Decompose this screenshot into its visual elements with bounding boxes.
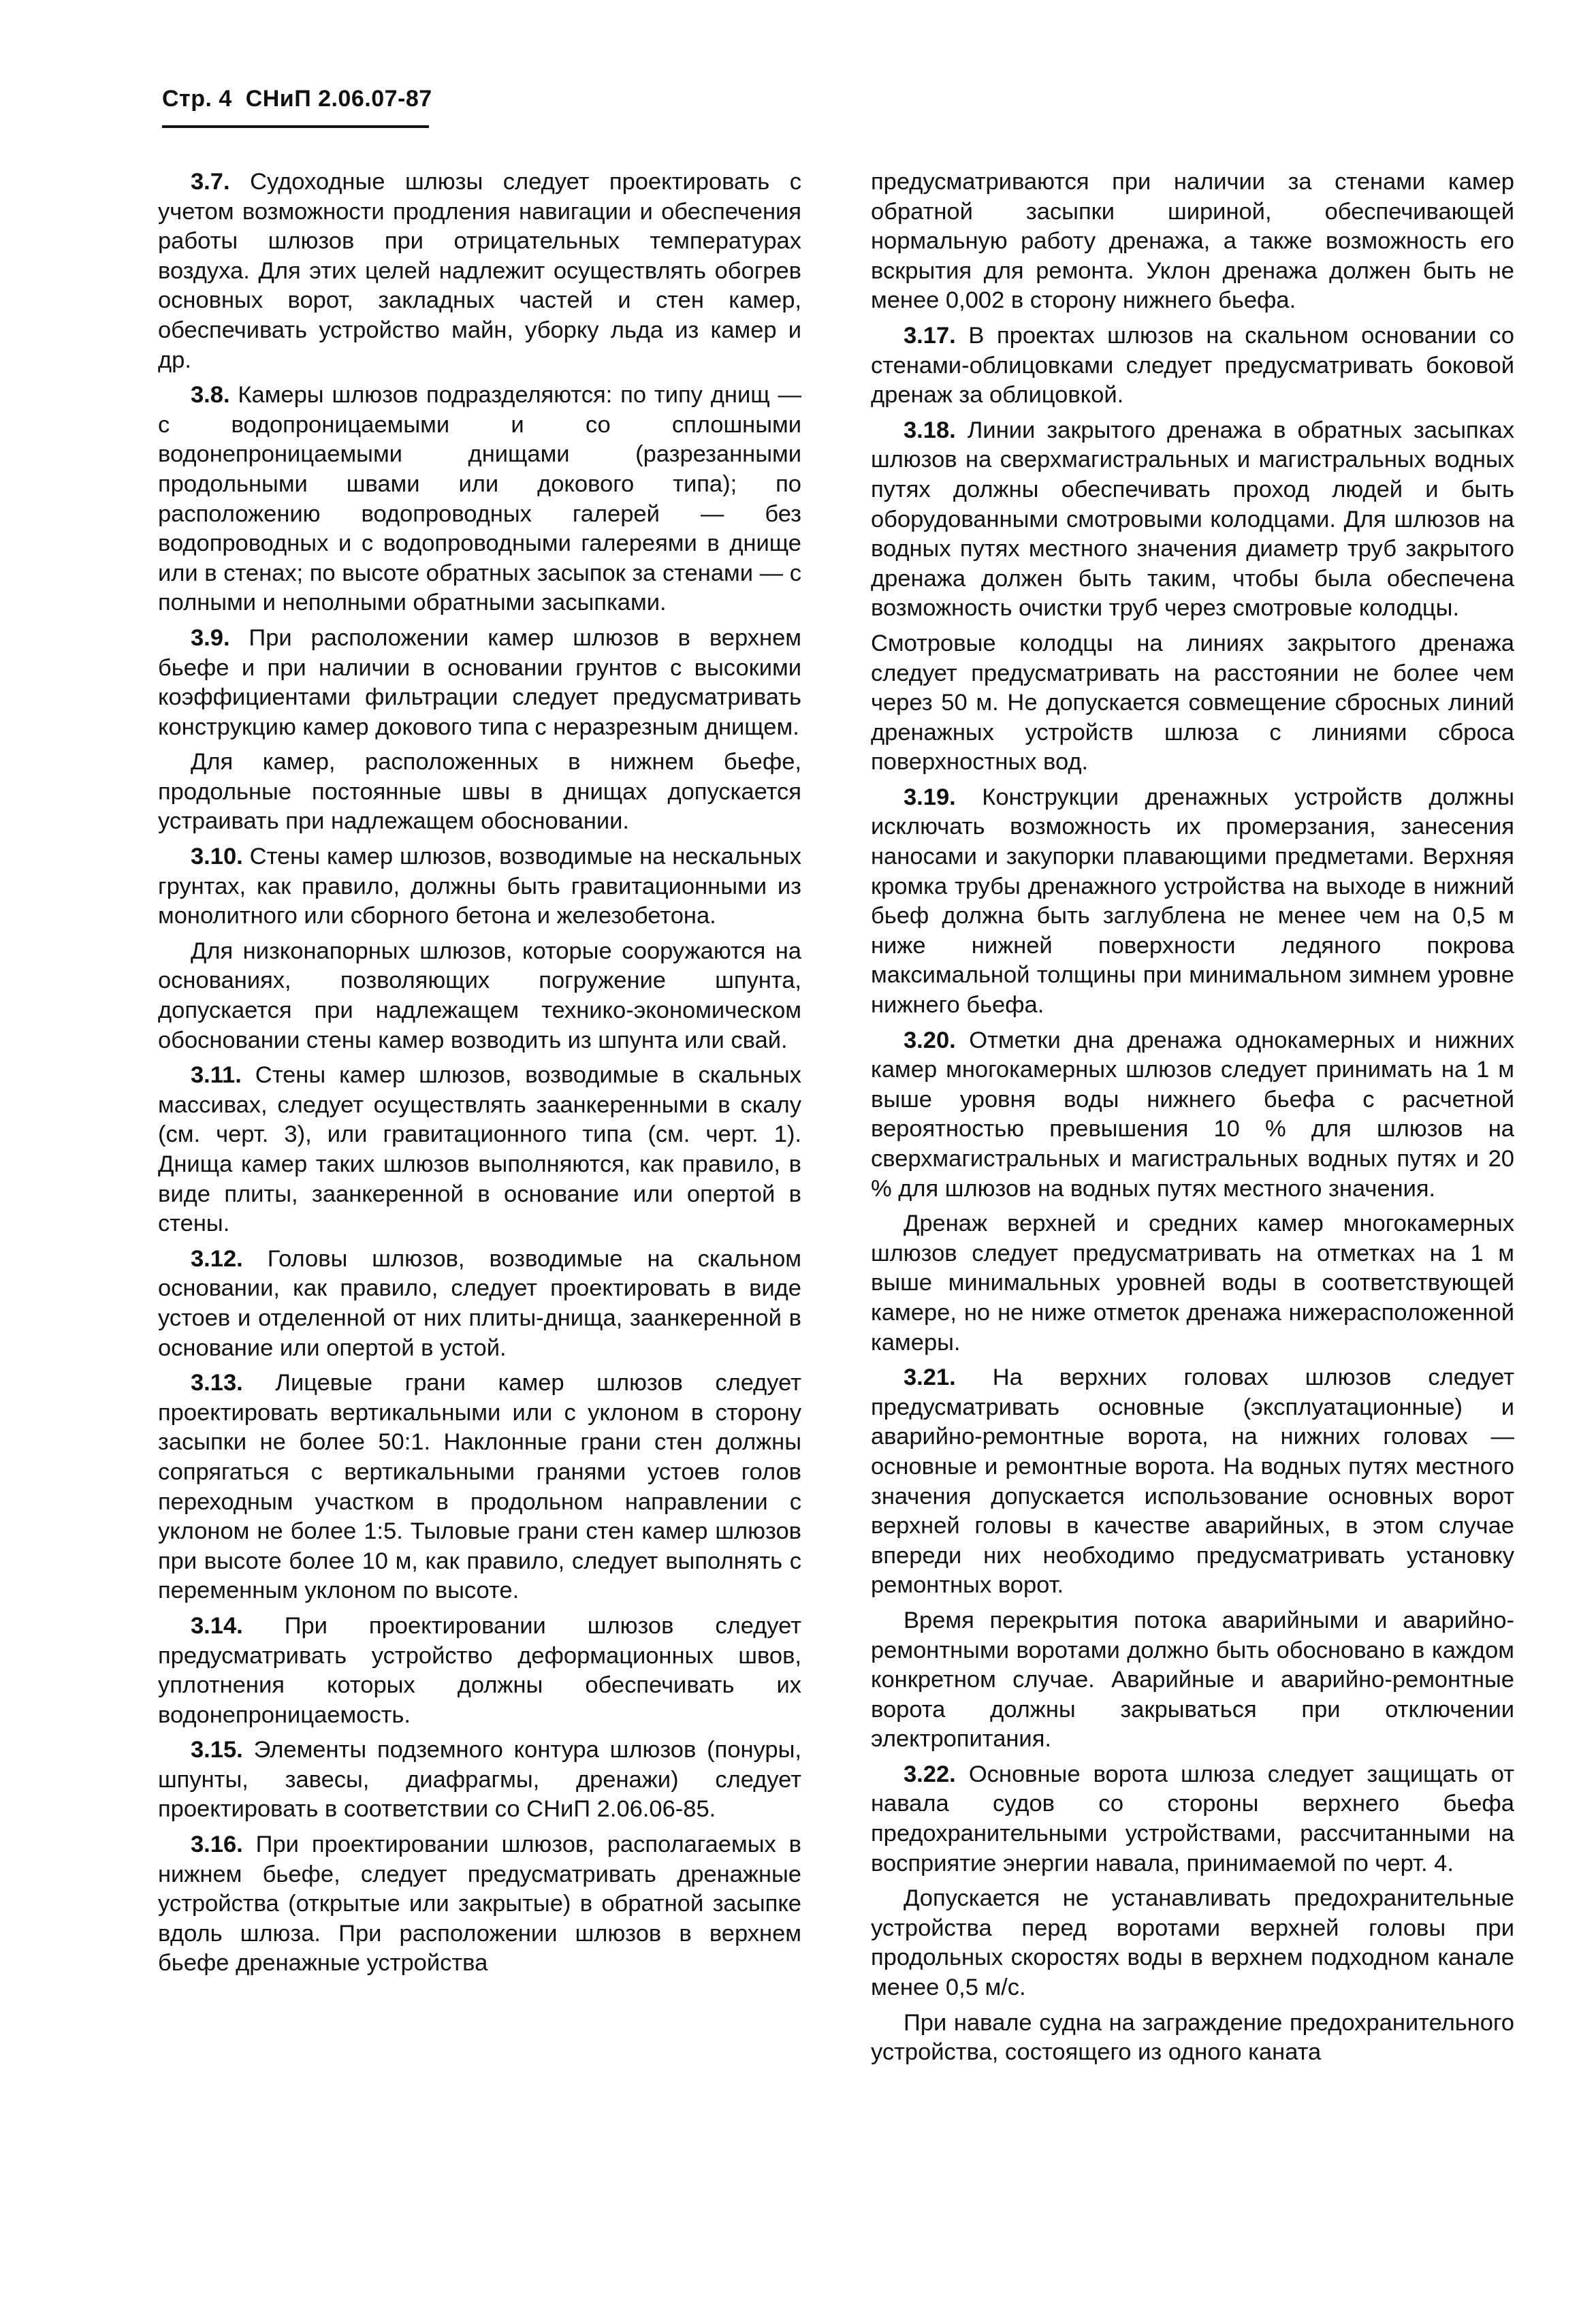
clause-number: 3.11. [191,1062,242,1089]
paragraph [158,1245,801,1363]
clause-number: 3.15. [191,1737,243,1763]
document-code: СНиП 2.06.07-87 [245,86,432,112]
clause-number: 3.10. [191,844,243,870]
paragraph-text: Судоходные шлюзы следует проектировать с учетом возможности продления навигации и обеспечения работы шлюзов при отрицательных температурах воздуха. Для этих целей надлежит осуществлять обогрев основных ворот, закладных частей и стен камер, обеспечивать устройство майн, уборку льда из камер и др. [158,169,801,373]
paragraph [158,381,801,618]
page-header [162,86,1456,136]
paragraph-text: В проектах шлюзов на скальном основании со стенами-облицовками следует предусматривать боковой дренаж за облицовкой. [871,322,1514,409]
header-underline [162,125,429,128]
paragraph [158,748,801,837]
clause-number: 3.13. [191,1370,243,1396]
clause-number: 3.12. [191,1245,243,1272]
paragraph-text: Смотровые колодцы на линиях закрытого дренажа следует предусматривать на расстоянии не более чем через 50 м. Не допускается совмещение сбросных линий дренажных устройств шлюза с линиями сброса поверхностных вод. [871,630,1514,775]
paragraph [158,1369,801,1606]
paragraph-text: Камеры шлюзов подразделяются: по типу днищ — с водопроницаемыми и со сплошными водонепроницаемыми днищами (разрезанными продольными швами или докового типа); по расположению водопроводных галерей — без водопроводных и с водопроводными галереями в днище или в стенах; по высоте обратных засыпок за стенами — с полными и неполными обратными засыпками. [158,382,801,616]
paragraph [871,1209,1514,1358]
paragraph [871,1606,1514,1755]
paragraph [158,1736,801,1825]
paragraph-text: При навале судна на заграждение предохранительного устройства, состоящего из одного каната [871,2009,1514,2066]
paragraph [871,1026,1514,1204]
clause-number: 3.9. [191,624,230,651]
paragraph-text: При проектировании шлюзов следует предусматривать устройство деформационных швов, уплотнения которых должны обеспечивать их водонепроницаемость. [158,1612,801,1728]
paragraph [158,937,801,1055]
paragraph-text: Для низконапорных шлюзов, которые сооружаются на основаниях, позволяющих погружение шпунта, допускается при надлежащем технико-экономическом обосновании стены камер возводить из шпунта или свай. [158,938,801,1053]
right-text-column [871,167,1514,2068]
paragraph-text: Допускается не устанавливать предохранительные устройства перед воротами верхней головы при продольных скоростях воды в верхнем подходном канале менее 0,5 м/с. [871,1885,1514,2001]
paragraph-text: Элементы подземного контура шлюзов (понуры, шпунты, завесы, диафрагмы, дренажи) следует проектировать в соответствии со СНиП 2.06.06-85. [158,1737,801,1823]
paragraph-text: предусматриваются при наличии за стенами камер обратной засыпки шириной, обеспечивающей нормальную работу дренажа, а также возможность его вскрытия для ремонта. Уклон дренажа должен быть не менее 0,002 в сторону нижнего бьефа. [871,169,1514,314]
paragraph [158,624,801,742]
paragraph [158,1061,801,1239]
paragraph-text: Отметки дна дренажа однокамерных и нижних камер многокамерных шлюзов следует принимать на 1 м выше уровня воды нижнего бьефа с расчетной вероятностью превышения 10 % для шлюзов на сверхмагистральных и магистральных водных путях и 20 % для шлюзов на водных путях местного значения. [871,1027,1514,1202]
paragraph [871,1884,1514,2002]
paragraph-text: Стены камер шлюзов, возводимые на нескальных грунтах, как правило, должны быть гравитационными из монолитного или сборного бетона и железобетона. [158,844,801,929]
paragraph [158,842,801,931]
paragraph [871,2009,1514,2068]
clause-number: 3.8. [191,382,230,409]
paragraph [871,321,1514,411]
paragraph-text: Время перекрытия потока аварийными и аварийно-ремонтными воротами должно быть обосновано в каждом конкретном случае. Аварийные и аварийно-ремонтные ворота должны закрываться при отключении электропитания. [871,1607,1514,1753]
paragraph [871,416,1514,624]
clause-number: 3.16. [191,1832,243,1858]
paragraph [871,167,1514,316]
paragraph [871,1363,1514,1601]
left-text-column [158,167,801,1979]
clause-number: 3.21. [904,1364,956,1391]
paragraph [158,1612,801,1730]
clause-number: 3.14. [191,1612,243,1639]
clause-number: 3.19. [904,784,956,810]
paragraph-text: Дренаж верхней и средних камер многокамерных шлюзов следует предусматривать на отметках на 1 м выше минимальных уровней воды в соответствующей камере, но не ниже отметок дренажа нижерасположенной камеры. [871,1211,1514,1356]
clause-number: 3.17. [904,322,956,349]
clause-number: 3.18. [904,417,956,443]
paragraph-text: Основные ворота шлюза следует защищать от навала судов со стороны верхнего бьефа предохранительными устройствами, рассчитанными на восприятие энергии навала, принимаемой по черт. 4. [871,1761,1514,1876]
paragraph [158,167,801,375]
paragraph-text: При проектировании шлюзов, располагаемых в нижнем бьефе, следует предусматривать дренажные устройства (открытые или закрытые) в обратной засыпке вдоль шлюза. При расположении шлюзов в верхнем бьефе дренажные устройства [158,1832,801,1977]
clause-number: 3.20. [904,1027,956,1053]
paragraph-text: При расположении камер шлюзов в верхнем бьефе и при наличии в основании грунтов с высокими коэффициентами фильтрации следует предусматривать конструкцию камер докового типа с неразрезным днищем. [158,624,801,740]
paragraph [871,1760,1514,1878]
paragraph [871,629,1514,778]
clause-number: 3.7. [191,169,230,195]
paragraph-text: Линии закрытого дренажа в обратных засыпках шлюзов на сверхмагистральных и магистральных водных путях должны обеспечивать проход людей и быть оборудованными смотровыми колодцами. Для шлюзов на водных путях местного значения диаметр труб закрытого дренажа должен быть таким, чтобы была обеспечена возможность очистки труб через смотровые колодцы. [871,417,1514,622]
paragraph [871,783,1514,1021]
paragraph-text: Стены камер шлюзов, возводимые в скальных массивах, следует осуществлять заанкеренными в скалу (см. черт. 3), или гравитационного типа (см. черт. 1). Днища камер таких шлюзов выполняются, как правило, в виде плиты, заанкеренной в основание или опертой в стены. [158,1062,801,1237]
paragraph-text: На верхних головах шлюзов следует предусматривать основные (эксплуатационные) и аварийно-ремонтные ворота, на нижних головах — основные и ремонтные ворота. На водных путях местного значения допускается использование основных ворот верхней головы в качестве аварийных, в этом случае впереди них необходимо предусматривать установку ремонтных ворот. [871,1364,1514,1599]
paragraph-text: Лицевые грани камер шлюзов следует проектировать вертикальными или с уклоном в сторону засыпки не более 50:1. Наклонные грани стен должны сопрягаться с вертикальными гранями устоев голов переходным участком в продольном направлении с уклоном не более 1:5. Тыловые грани стен камер шлюзов при высоте более 10 м, как правило, следует выполнять с переменным уклоном по высоте. [158,1370,801,1604]
clause-number: 3.22. [904,1761,956,1787]
paragraph-text: Для камер, расположенных в нижнем бьефе, продольные постоянные швы в днищах допускается устраивать при надлежащем обосновании. [158,749,801,835]
paragraph-text: Головы шлюзов, возводимые на скальном основании, как правило, следует проектировать в виде устоев и отделенной от них плиты-днища, заанкеренной в основание или опертой в устой. [158,1245,801,1361]
page-label: Стр. 4 [162,86,232,112]
paragraph-text: Конструкции дренажных устройств должны исключать возможность их промерзания, занесения наносами и закупорки плавающими предметами. Верхняя кромка трубы дренажного устройства на выходе в нижний бьеф должна быть заглублена не менее чем на 0,5 м ниже нижней поверхности ледяного покрова максимальной толщины при минимальном зимнем уровне нижнего бьефа. [871,784,1514,1019]
paragraph [158,1830,801,1979]
